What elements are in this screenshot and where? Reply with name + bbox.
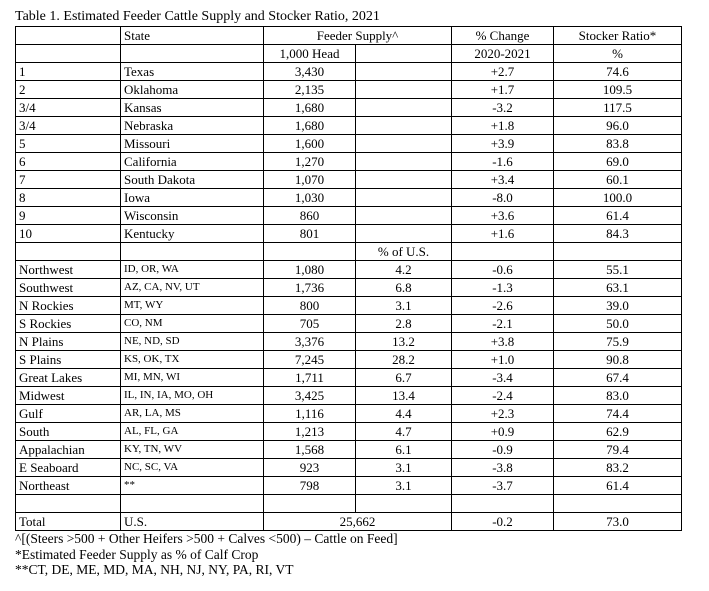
header-pct-change: % Change <box>452 27 554 45</box>
region-cell: Great Lakes <box>16 369 121 387</box>
blank-cell <box>356 171 452 189</box>
supply-cell: 7,245 <box>264 351 356 369</box>
footnote-ratio: *Estimated Feeder Supply as % of Calf Crop <box>15 546 259 562</box>
ratio-cell: 55.1 <box>554 261 682 279</box>
region-row <box>16 459 682 477</box>
rank-cell: 1 <box>16 63 121 81</box>
supply-cell: 1,600 <box>264 135 356 153</box>
region-cell: Northeast <box>16 477 121 495</box>
blank-cell <box>452 243 554 261</box>
blank-cell <box>356 99 452 117</box>
units-supply: 1,000 Head <box>264 45 356 63</box>
state-cell: Oklahoma <box>121 81 264 99</box>
region-states-cell: AL, FL, GA <box>121 423 264 441</box>
change-cell: -1.3 <box>452 279 554 297</box>
pct-us-cell: 4.4 <box>356 405 452 423</box>
supply-cell: 1,680 <box>264 117 356 135</box>
region-row <box>16 333 682 351</box>
supply-cell: 705 <box>264 315 356 333</box>
blank-cell <box>356 495 452 513</box>
ratio-cell: 83.2 <box>554 459 682 477</box>
change-cell: -3.2 <box>452 99 554 117</box>
change-cell: -3.7 <box>452 477 554 495</box>
total-supply: 25,662 <box>264 513 452 531</box>
pct-us-cell: 4.2 <box>356 261 452 279</box>
blank-cell <box>16 243 121 261</box>
region-states-cell: CO, NM <box>121 315 264 333</box>
ratio-cell: 67.4 <box>554 369 682 387</box>
ratio-cell: 74.4 <box>554 405 682 423</box>
header-blank <box>16 27 121 45</box>
total-change: -0.2 <box>452 513 554 531</box>
blank-cell <box>356 135 452 153</box>
rank-cell: 3/4 <box>16 117 121 135</box>
ratio-cell: 90.8 <box>554 351 682 369</box>
ratio-cell: 96.0 <box>554 117 682 135</box>
supply-cell: 1,213 <box>264 423 356 441</box>
blank-cell <box>356 153 452 171</box>
state-row <box>16 153 682 171</box>
region-states-cell: NE, ND, SD <box>121 333 264 351</box>
region-states-cell: KY, TN, WV <box>121 441 264 459</box>
supply-cell: 801 <box>264 225 356 243</box>
pct-us-header-row <box>16 243 682 261</box>
region-states-cell: MI, MN, WI <box>121 369 264 387</box>
change-cell: +0.9 <box>452 423 554 441</box>
header-state: State <box>121 27 264 45</box>
pct-us-cell: 4.7 <box>356 423 452 441</box>
supply-cell: 798 <box>264 477 356 495</box>
total-scope: U.S. <box>121 513 264 531</box>
ratio-cell: 62.9 <box>554 423 682 441</box>
region-row <box>16 369 682 387</box>
region-cell: Appalachian <box>16 441 121 459</box>
blank-cell <box>452 495 554 513</box>
supply-cell: 2,135 <box>264 81 356 99</box>
region-row <box>16 441 682 459</box>
blank-cell <box>356 117 452 135</box>
blank-cell <box>356 189 452 207</box>
pct-us-cell: 6.8 <box>356 279 452 297</box>
table-caption: Table 1. Estimated Feeder Cattle Supply and Stocker Ratio, 2021 <box>15 9 380 24</box>
change-cell: +1.6 <box>452 225 554 243</box>
supply-cell: 1,116 <box>264 405 356 423</box>
change-cell: +1.7 <box>452 81 554 99</box>
change-cell: -3.8 <box>452 459 554 477</box>
region-row <box>16 315 682 333</box>
change-cell: +2.3 <box>452 405 554 423</box>
units-row <box>16 45 682 63</box>
blank-cell <box>264 243 356 261</box>
region-cell: Gulf <box>16 405 121 423</box>
rank-cell: 7 <box>16 171 121 189</box>
region-row <box>16 351 682 369</box>
change-cell: -2.4 <box>452 387 554 405</box>
ratio-cell: 63.1 <box>554 279 682 297</box>
ratio-cell: 60.1 <box>554 171 682 189</box>
units-ratio: % <box>554 45 682 63</box>
state-row <box>16 117 682 135</box>
region-cell: N Rockies <box>16 297 121 315</box>
region-cell: S Rockies <box>16 315 121 333</box>
pct-us-cell: 3.1 <box>356 477 452 495</box>
ratio-cell: 109.5 <box>554 81 682 99</box>
supply-cell: 3,430 <box>264 63 356 81</box>
ratio-cell: 83.8 <box>554 135 682 153</box>
rank-cell: 9 <box>16 207 121 225</box>
ratio-cell: 69.0 <box>554 153 682 171</box>
header-row <box>16 27 682 45</box>
pct-us-cell: 6.1 <box>356 441 452 459</box>
ratio-cell: 61.4 <box>554 477 682 495</box>
blank-cell <box>356 81 452 99</box>
change-cell: -0.6 <box>452 261 554 279</box>
region-cell: S Plains <box>16 351 121 369</box>
ratio-cell: 79.4 <box>554 441 682 459</box>
supply-cell: 3,376 <box>264 333 356 351</box>
ratio-cell: 100.0 <box>554 189 682 207</box>
region-row <box>16 405 682 423</box>
blank-cell <box>16 495 121 513</box>
supply-cell: 1,070 <box>264 171 356 189</box>
region-states-cell: NC, SC, VA <box>121 459 264 477</box>
pct-us-cell: 13.2 <box>356 333 452 351</box>
pct-us-cell: 3.1 <box>356 297 452 315</box>
state-cell: Nebraska <box>121 117 264 135</box>
change-cell: +3.9 <box>452 135 554 153</box>
change-cell: -3.4 <box>452 369 554 387</box>
supply-cell: 923 <box>264 459 356 477</box>
supply-cell: 1,711 <box>264 369 356 387</box>
change-cell: -0.9 <box>452 441 554 459</box>
state-row <box>16 225 682 243</box>
change-cell: +3.4 <box>452 171 554 189</box>
change-cell: -2.6 <box>452 297 554 315</box>
state-cell: California <box>121 153 264 171</box>
blank-cell <box>356 225 452 243</box>
header-feeder-supply: Feeder Supply^ <box>264 27 452 45</box>
blank-cell <box>554 243 682 261</box>
ratio-cell: 84.3 <box>554 225 682 243</box>
region-states-cell: MT, WY <box>121 297 264 315</box>
ratio-cell: 61.4 <box>554 207 682 225</box>
change-cell: -1.6 <box>452 153 554 171</box>
blank-row <box>16 495 682 513</box>
region-row <box>16 423 682 441</box>
blank-cell <box>264 495 356 513</box>
ratio-cell: 50.0 <box>554 315 682 333</box>
supply-cell: 800 <box>264 297 356 315</box>
ratio-cell: 39.0 <box>554 297 682 315</box>
footnote-supply: ^[(Steers >500 + Other Heifers >500 + Calves <500) – Cattle on Feed] <box>15 531 398 546</box>
supply-cell: 1,270 <box>264 153 356 171</box>
state-cell: Kansas <box>121 99 264 117</box>
change-cell: -2.1 <box>452 315 554 333</box>
change-cell: +2.7 <box>452 63 554 81</box>
supply-cell: 1,680 <box>264 99 356 117</box>
change-cell: +3.6 <box>452 207 554 225</box>
region-row <box>16 387 682 405</box>
blank-cell <box>121 243 264 261</box>
supply-cell: 1,080 <box>264 261 356 279</box>
state-row <box>16 135 682 153</box>
change-cell: -8.0 <box>452 189 554 207</box>
ratio-cell: 75.9 <box>554 333 682 351</box>
state-row <box>16 81 682 99</box>
pct-us-cell: 6.7 <box>356 369 452 387</box>
total-row <box>16 513 682 531</box>
rank-cell: 8 <box>16 189 121 207</box>
change-cell: +3.8 <box>452 333 554 351</box>
state-cell: Kentucky <box>121 225 264 243</box>
blank-cell <box>554 495 682 513</box>
state-cell: Wisconsin <box>121 207 264 225</box>
region-cell: Southwest <box>16 279 121 297</box>
region-cell: N Plains <box>16 333 121 351</box>
state-row <box>16 171 682 189</box>
region-cell: South <box>16 423 121 441</box>
change-cell: +1.0 <box>452 351 554 369</box>
total-ratio: 73.0 <box>554 513 682 531</box>
change-cell: +1.8 <box>452 117 554 135</box>
state-cell: Iowa <box>121 189 264 207</box>
state-row <box>16 189 682 207</box>
state-cell: Texas <box>121 63 264 81</box>
region-cell: Northwest <box>16 261 121 279</box>
region-states-cell: AZ, CA, NV, UT <box>121 279 264 297</box>
state-row <box>16 63 682 81</box>
region-states-cell: IL, IN, IA, MO, OH <box>121 387 264 405</box>
state-cell: South Dakota <box>121 171 264 189</box>
region-row <box>16 297 682 315</box>
units-change: 2020-2021 <box>452 45 554 63</box>
blank-cell <box>121 495 264 513</box>
blank-cell <box>356 207 452 225</box>
region-cell: E Seaboard <box>16 459 121 477</box>
blank-cell <box>356 63 452 81</box>
region-states-cell: AR, LA, MS <box>121 405 264 423</box>
region-states-cell: ** <box>121 477 264 495</box>
region-row <box>16 279 682 297</box>
supply-cell: 3,425 <box>264 387 356 405</box>
pct-us-cell: 2.8 <box>356 315 452 333</box>
feeder-supply-table <box>15 26 682 531</box>
rank-cell: 6 <box>16 153 121 171</box>
supply-cell: 860 <box>264 207 356 225</box>
pct-us-cell: 28.2 <box>356 351 452 369</box>
supply-cell: 1,568 <box>264 441 356 459</box>
header-stocker-ratio: Stocker Ratio* <box>554 27 682 45</box>
state-row <box>16 99 682 117</box>
rank-cell: 2 <box>16 81 121 99</box>
region-states-cell: ID, OR, WA <box>121 261 264 279</box>
region-cell: Midwest <box>16 387 121 405</box>
rank-cell: 3/4 <box>16 99 121 117</box>
total-label: Total <box>16 513 121 531</box>
region-row <box>16 477 682 495</box>
pct-us-cell: 13.4 <box>356 387 452 405</box>
pct-us-cell: 3.1 <box>356 459 452 477</box>
footnotes <box>15 531 398 578</box>
supply-cell: 1,736 <box>264 279 356 297</box>
rank-cell: 10 <box>16 225 121 243</box>
pct-us-header: % of U.S. <box>356 243 452 261</box>
state-cell: Missouri <box>121 135 264 153</box>
supply-cell: 1,030 <box>264 189 356 207</box>
ratio-cell: 83.0 <box>554 387 682 405</box>
ratio-cell: 117.5 <box>554 99 682 117</box>
region-row <box>16 261 682 279</box>
rank-cell: 5 <box>16 135 121 153</box>
state-row <box>16 207 682 225</box>
region-states-cell: KS, OK, TX <box>121 351 264 369</box>
footnote-northeast: **CT, DE, ME, MD, MA, NH, NJ, NY, PA, RI, VT <box>15 562 294 577</box>
ratio-cell: 74.6 <box>554 63 682 81</box>
